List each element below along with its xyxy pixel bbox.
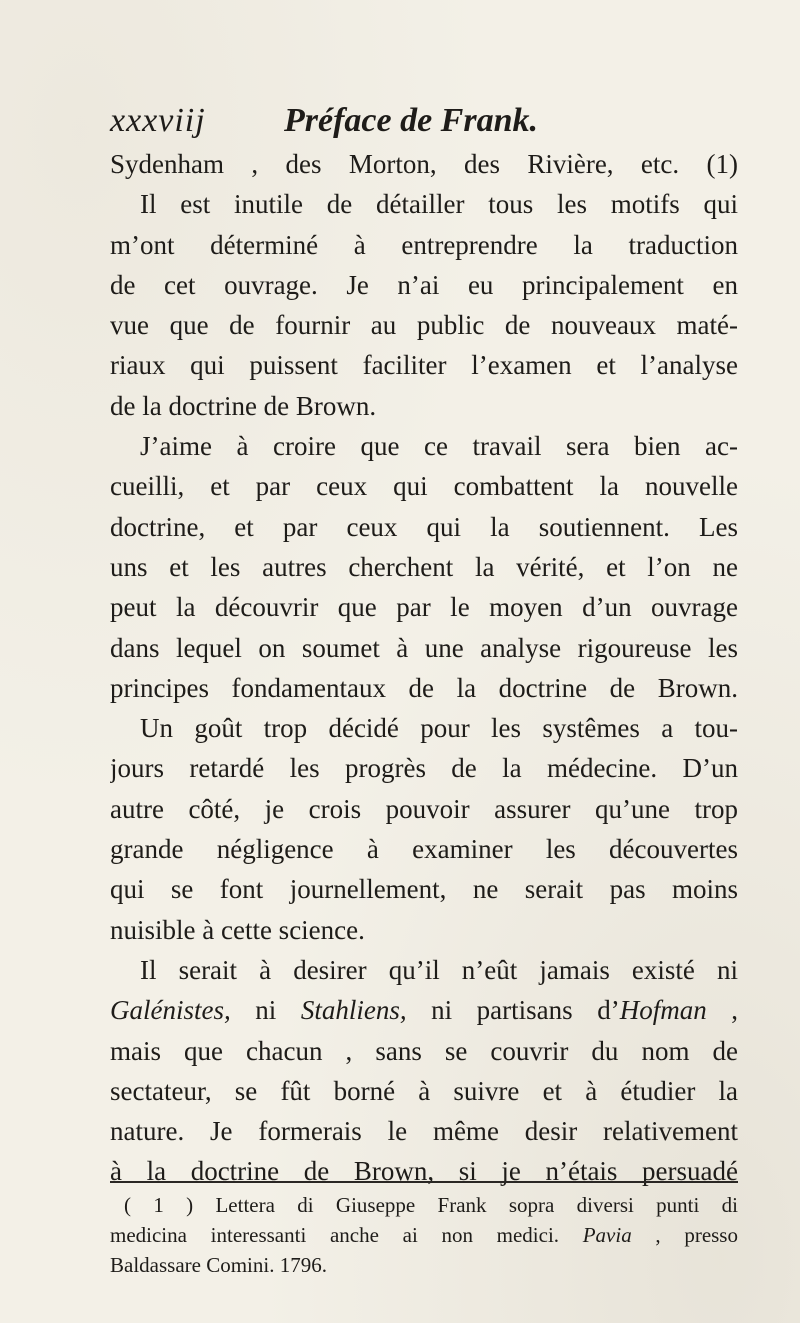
text-line: nuisible à cette science. (110, 914, 365, 945)
italic-term-galenistes: Galénistes, (110, 995, 231, 1026)
text-line: de cet ouvrage. Je n’ai eu principalement en (110, 269, 738, 300)
text-fragment: ni (230, 995, 301, 1026)
text-line: de la doctrine de Brown. (110, 390, 377, 421)
text-line: vue que de fournir au public de nouveaux maté- (110, 310, 738, 341)
text-line: autre côté, je crois pouvoir assurer qu’une trop (110, 793, 738, 824)
text-line: grande négligence à examiner les découvertes (110, 834, 738, 865)
running-head (110, 96, 730, 146)
text-line: principes fondamentaux de la doctrine de Brown. (110, 672, 738, 703)
text-fragment: medicina interessanti anche ai non medici. (110, 1223, 583, 1247)
text-fragment: ni partisans d’ (406, 995, 620, 1026)
running-title: Préface de Frank. (284, 102, 539, 139)
text-line: m’ont déterminé à entreprendre la traduction (110, 229, 738, 260)
text-line: peut la découvrir que par le moyen d’un ouvrage (110, 592, 738, 623)
text-line: riaux qui puissent faciliter l’examen et l’analyse (110, 350, 738, 381)
italic-term-hofman: Hofman (619, 995, 707, 1026)
text-line: doctrine, et par ceux qui la soutiennent. Les (110, 511, 738, 542)
footnote-line: ( 1 ) Lettera di Giuseppe Frank sopra diversi punti di (124, 1193, 738, 1217)
text-line: sectateur, se fût borné à suivre et à étudier la (110, 1075, 738, 1106)
italic-place-name: Pavia (582, 1223, 632, 1247)
text-line: nature. Je formerais le même desir relativement (110, 1116, 738, 1147)
footnote-rule (110, 1181, 738, 1183)
footnote (110, 1190, 738, 1280)
text-line: qui se font journellement, ne serait pas moins (110, 874, 738, 905)
page-folio: xxxviij (110, 102, 206, 139)
text-line: cueilli, et par ceux qui combattent la nouvelle (110, 471, 738, 502)
text-line: Il serait à desirer qu’il n’eût jamais existé ni (140, 954, 738, 985)
text-line: dans lequel on soumet à une analyse rigoureuse les (110, 632, 738, 663)
text-line: mais que chacun , sans se couvrir du nom de (110, 1035, 738, 1066)
text-line: uns et les autres cherchent la vérité, et l’on ne (110, 551, 738, 582)
footnote-line-mixed (110, 1220, 738, 1250)
text-line: J’aime à croire que ce travail sera bien ac- (140, 431, 738, 462)
text-line: Il est inutile de détailler tous les motifs qui (140, 189, 738, 220)
text-line: Sydenham , des Morton, des Rivière, etc. (1) (110, 149, 738, 179)
text-fragment: , (706, 995, 738, 1026)
italic-term-stahliens: Stahliens, (300, 995, 407, 1026)
footnote-line: Baldassare Comini. 1796. (110, 1253, 327, 1277)
text-line: Un goût trop décidé pour les systêmes a tou- (140, 713, 738, 744)
body-text (110, 144, 738, 1192)
text-fragment: , presso (631, 1223, 738, 1247)
text-line: à la doctrine de Brown, si je n’étais persuadé (110, 1156, 738, 1187)
text-line-mixed (110, 990, 738, 1030)
text-line: jours retardé les progrès de la médecine. D’un (110, 753, 738, 784)
